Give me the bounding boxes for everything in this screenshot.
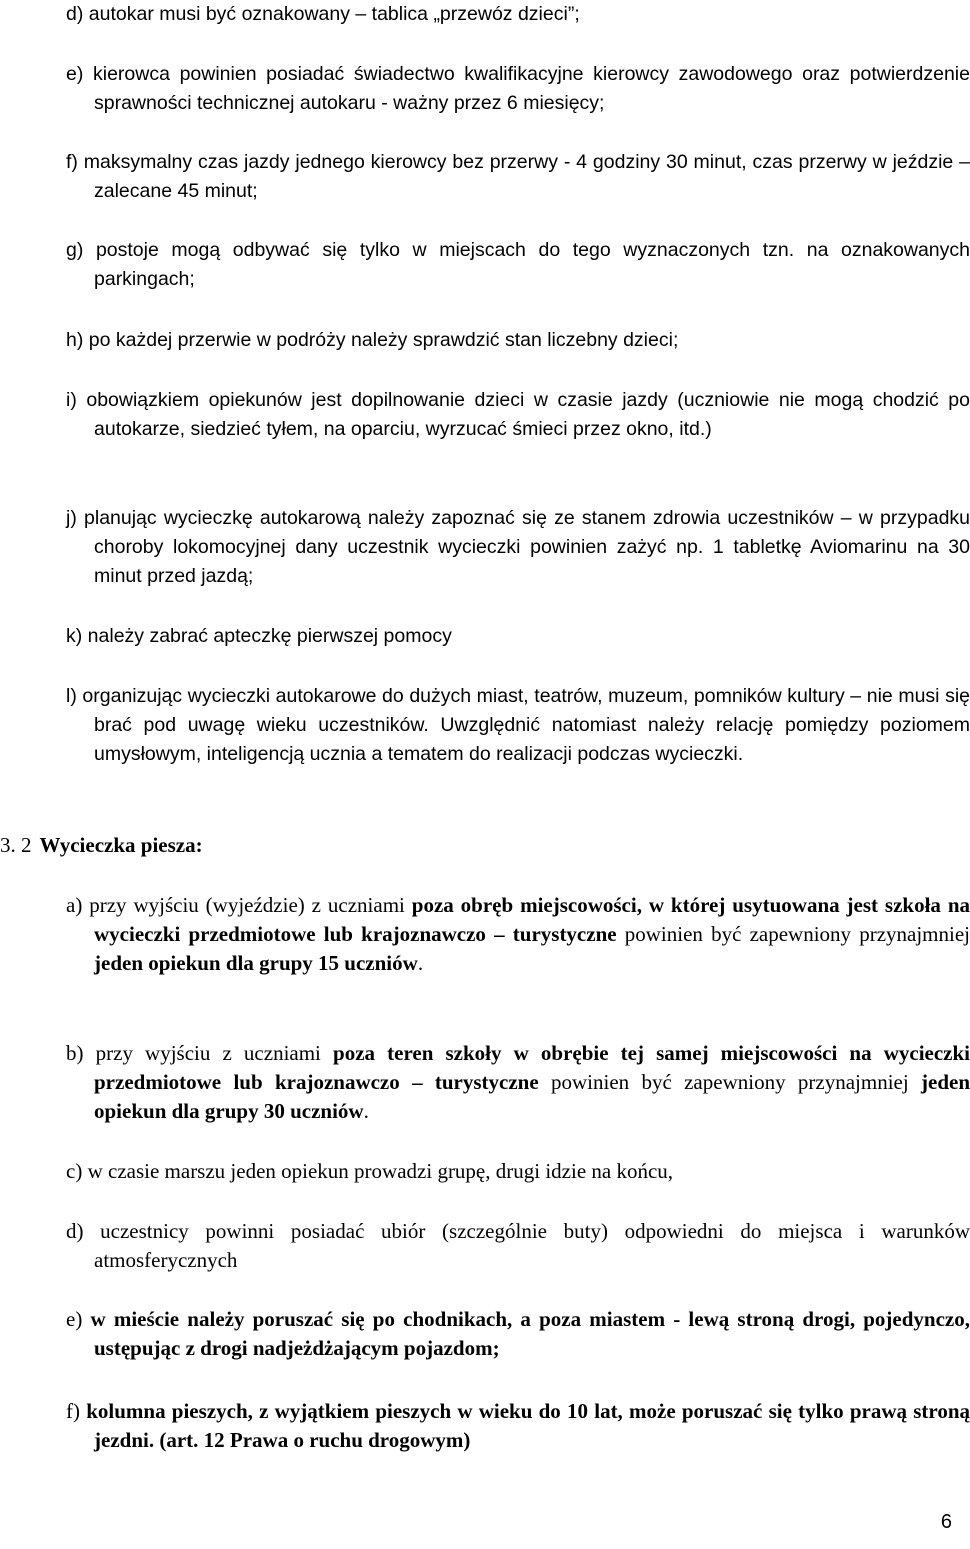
list-item-d2: d) uczestnicy powinni posiadać ubiór (szczególnie buty) odpowiedni do miejsca i warunków atmosferycznych	[66, 1219, 970, 1272]
list-item-d: d) autokar musi być oznakowany – tablica „przewóz dzieci”;	[66, 3, 580, 25]
page-number: 6	[940, 1511, 952, 1533]
list-item-c: c) w czasie marszu jeden opiekun prowadzi grupę, drugi idzie na końcu,	[66, 1159, 674, 1183]
list-item-j: j) planując wycieczkę autokarową należy zapoznać się ze stanem zdrowia uczestników – w przypadku choroby lokomocyjnej dany uczestnik wycieczki powinien zażyć np. 1 tabletkę Aviomarinu na 30 minut przed jazdą;	[66, 507, 970, 587]
list-item-l: l) organizując wycieczki autokarowe do dużych miast, teatrów, muzeum, pomników kultury – nie musi się brać pod uwagę wieku uczestników. Uwzględnić natomiast należy relację pomiędzy poziomem umysłowym, inteligencją ucznia a tematem do realizacji podczas wycieczki.	[66, 685, 970, 765]
section-title: Wycieczka piesza:	[39, 833, 203, 857]
list-item-b: b) przy wyjściu z uczniami poza teren szkoły w obrębie tej samej miejscowości na wycieczki przedmiotowe lub krajoznawczo – turystyczne powinien być zapewniony przynajmniej jeden opiekun dla grupy 30 uczniów.	[66, 1041, 970, 1123]
list-item-h: h) po każdej przerwie w podróży należy sprawdzić stan liczebny dzieci;	[66, 329, 679, 351]
section-heading	[0, 831, 203, 860]
list-item-f2: f) kolumna pieszych, z wyjątkiem pieszych w wieku do 10 lat, może poruszać się tylko prawą stroną jezdni. (art. 12 Prawa o ruchu drogowym)	[66, 1399, 970, 1452]
list-item-e2: e) w mieście należy poruszać się po chodnikach, a poza miastem - lewą stroną drogi, pojedynczo, ustępując z drogi nadjeżdżającym pojazdom;	[66, 1307, 970, 1360]
list-item-i: i) obowiązkiem opiekunów jest dopilnowanie dzieci w czasie jazdy (uczniowie nie mogą chodzić po autokarze, siedzieć tyłem, na oparciu, wyrzucać śmieci przez okno, itd.)	[66, 389, 970, 440]
list-item-e: e) kierowca powinien posiadać świadectwo kwalifikacyjne kierowcy zawodowego oraz potwierdzenie sprawności technicznej autokaru - ważny przez 6 miesięcy;	[66, 63, 970, 114]
section-number: 3. 2	[0, 833, 32, 857]
list-item-k: k) należy zabrać apteczkę pierwszej pomocy	[66, 625, 452, 647]
list-item-g: g) postoje mogą odbywać się tylko w miejscach do tego wyznaczonych tzn. na oznakowanych parkingach;	[66, 239, 970, 290]
list-item-a: a) przy wyjściu (wyjeździe) z uczniami poza obręb miejscowości, w której usytuowana jest szkoła na wycieczki przedmiotowe lub krajoznawczo – turystyczne powinien być zapewniony przynajmniej jeden opiekun dla grupy 15 uczniów.	[66, 893, 970, 975]
list-item-f: f) maksymalny czas jazdy jednego kierowcy bez przerwy - 4 godziny 30 minut, czas przerwy w jeździe – zalecane 45 minut;	[66, 151, 970, 202]
